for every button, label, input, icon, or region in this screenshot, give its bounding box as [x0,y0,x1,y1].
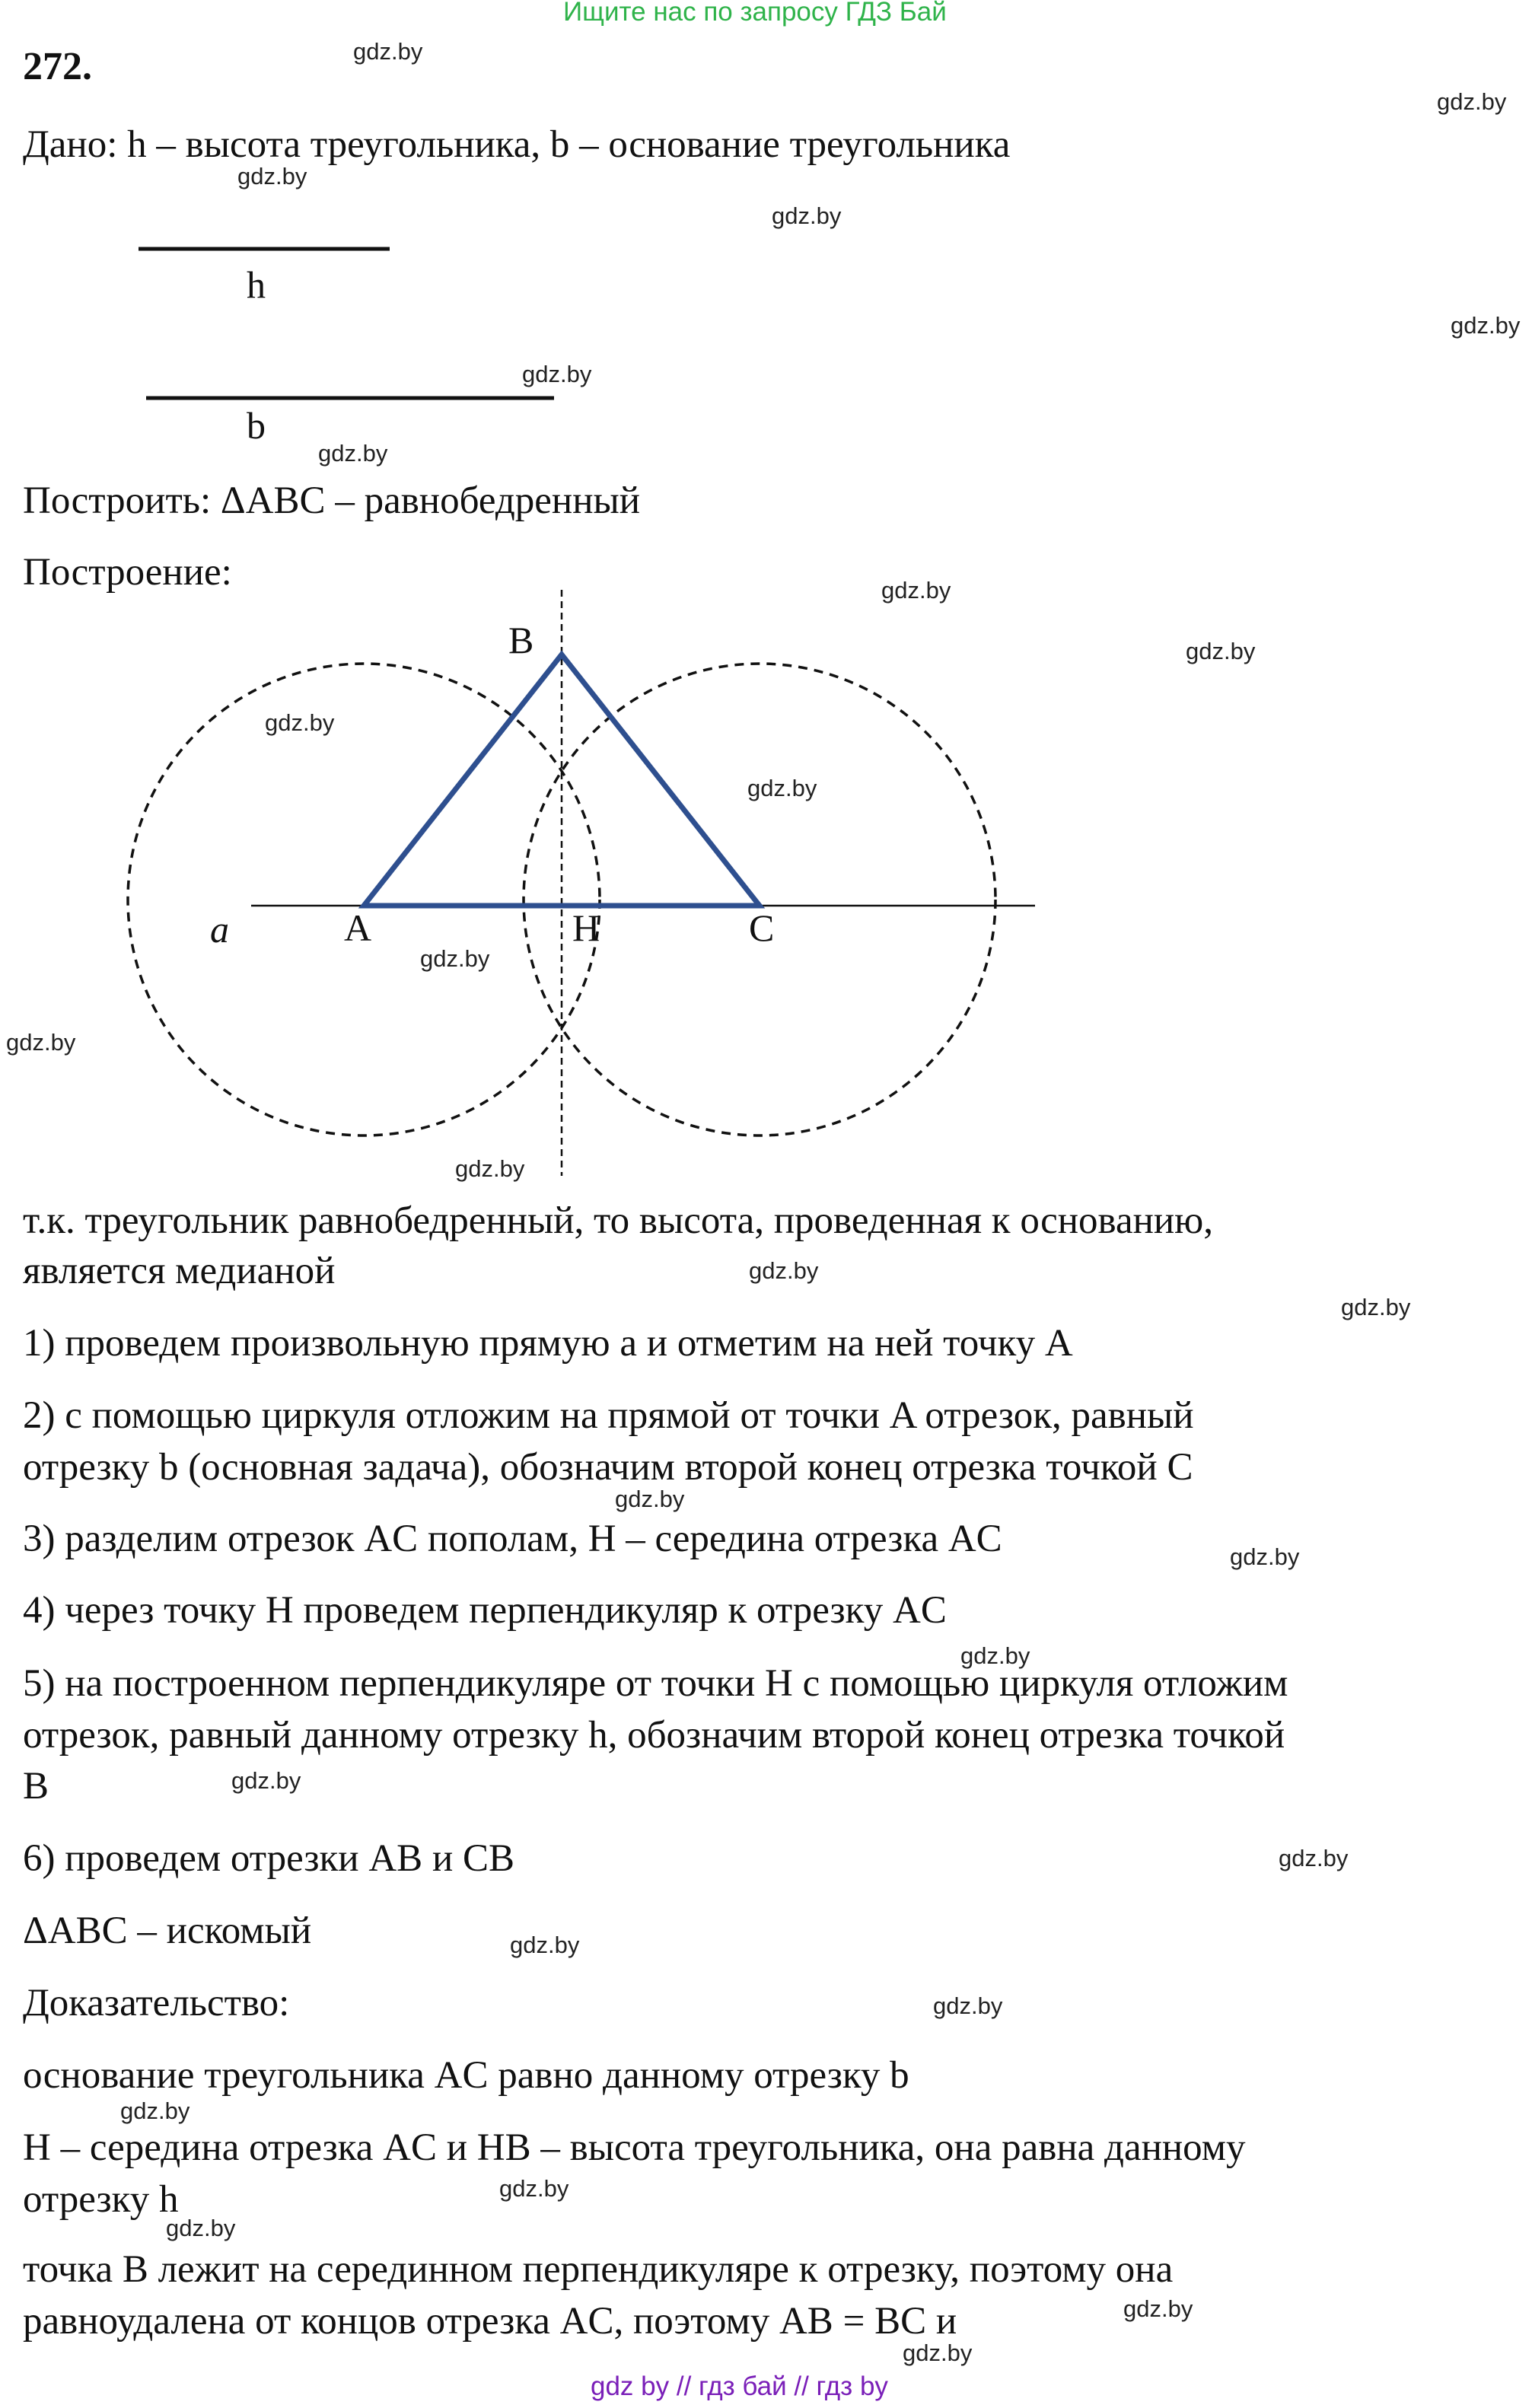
watermark: gdz.by [1230,1543,1300,1570]
construction-heading: Построение: [23,551,232,594]
step-3: 3) разделим отрезок AC пополам, H – середина отрезка AC [23,1518,1002,1560]
proof-line: отрезку h [23,2178,179,2221]
step-2: 2) с помощью циркуля отложим на прямой от точки A отрезок, равный [23,1394,1194,1437]
watermark: gdz.by [120,2097,190,2124]
watermark: gdz.by [455,1155,525,1182]
watermark: gdz.by [510,1932,580,1958]
watermark: gdz.by [6,1029,76,1056]
watermark: gdz.by [265,709,335,736]
point-a-label: A [344,906,372,949]
step-1: 1) проведем произвольную прямую a и отметим на ней точку A [23,1322,1073,1365]
proof-line: основание треугольника AC равно данному отрезку b [23,2054,909,2097]
watermark: gdz.by [353,38,423,65]
given-h-label: h [247,263,266,306]
watermark: gdz.by [933,1992,1003,2019]
watermark: gdz.by [903,2340,973,2366]
watermark: gdz.by [1451,312,1521,339]
watermark: gdz.by [499,2175,569,2202]
proof-line: H – середина отрезка AC и HB – высота треугольника, она равна данному [23,2126,1246,2169]
watermark: gdz.by [1437,88,1507,115]
watermark: gdz.by [166,2215,236,2241]
point-h-label: H [572,906,600,949]
footer-links[interactable]: gdz by // гдз бай // гдз by [591,2371,888,2401]
problem-number: 272. [23,45,92,88]
proof-heading: Доказательство: [23,1982,290,2024]
text-line: т.к. треугольник равнобедренный, то высота, проведенная к основанию, [23,1199,1214,1242]
step-5-cont: отрезок, равный данному отрезку h, обозначим второй конец отрезка точкой [23,1714,1285,1757]
watermark: gdz.by [420,945,490,972]
given-text: Дано: h – высота треугольника, b – основание треугольника [23,123,1011,166]
watermark: gdz.by [960,1642,1030,1669]
watermark: gdz.by [318,440,388,467]
watermark: gdz.by [522,361,592,387]
step-2-cont: отрезку b (основная задача), обозначим второй конец отрезка точкой C [23,1446,1193,1489]
point-c-label: C [749,906,775,949]
step-5: 5) на построенном перпендикуляре от точки H с помощью циркуля отложим [23,1662,1288,1705]
watermark: gdz.by [237,163,307,190]
watermark: gdz.by [231,1767,301,1794]
text-line: является медианой [23,1250,336,1292]
watermark: gdz.by [772,202,842,229]
watermark: gdz.by [881,577,951,604]
given-b-label: b [247,404,266,447]
watermark: gdz.by [1341,1294,1411,1320]
circle-left [128,664,600,1136]
watermark: gdz.by [1279,1845,1349,1871]
point-b-label: B [508,619,534,661]
watermark: gdz.by [1186,638,1256,664]
step-6: 6) проведем отрезки AB и CB [23,1837,515,1880]
watermark: gdz.by [1123,2295,1193,2322]
step-5-end: B [23,1765,49,1808]
step-4: 4) через точку H проведем перпендикуляр к отрезку AC [23,1589,947,1632]
line-a-label: a [210,908,229,951]
proof-line: равноудалена от концов отрезка AC, поэтому AB = BC и [23,2300,957,2343]
result-text: ΔABC – искомый [23,1910,312,1952]
circle-right [524,664,995,1136]
proof-line: точка B лежит на серединном перпендикуляре к отрезку, поэтому она [23,2248,1174,2291]
watermark: gdz.by [615,1486,685,1512]
watermark: gdz.by [747,775,817,801]
watermark: gdz.by [749,1257,819,1284]
construct-text: Построить: ΔABC – равнобедренный [23,479,641,522]
header-search-link[interactable]: Ищите нас по запросу ГДЗ Бай [563,0,947,27]
